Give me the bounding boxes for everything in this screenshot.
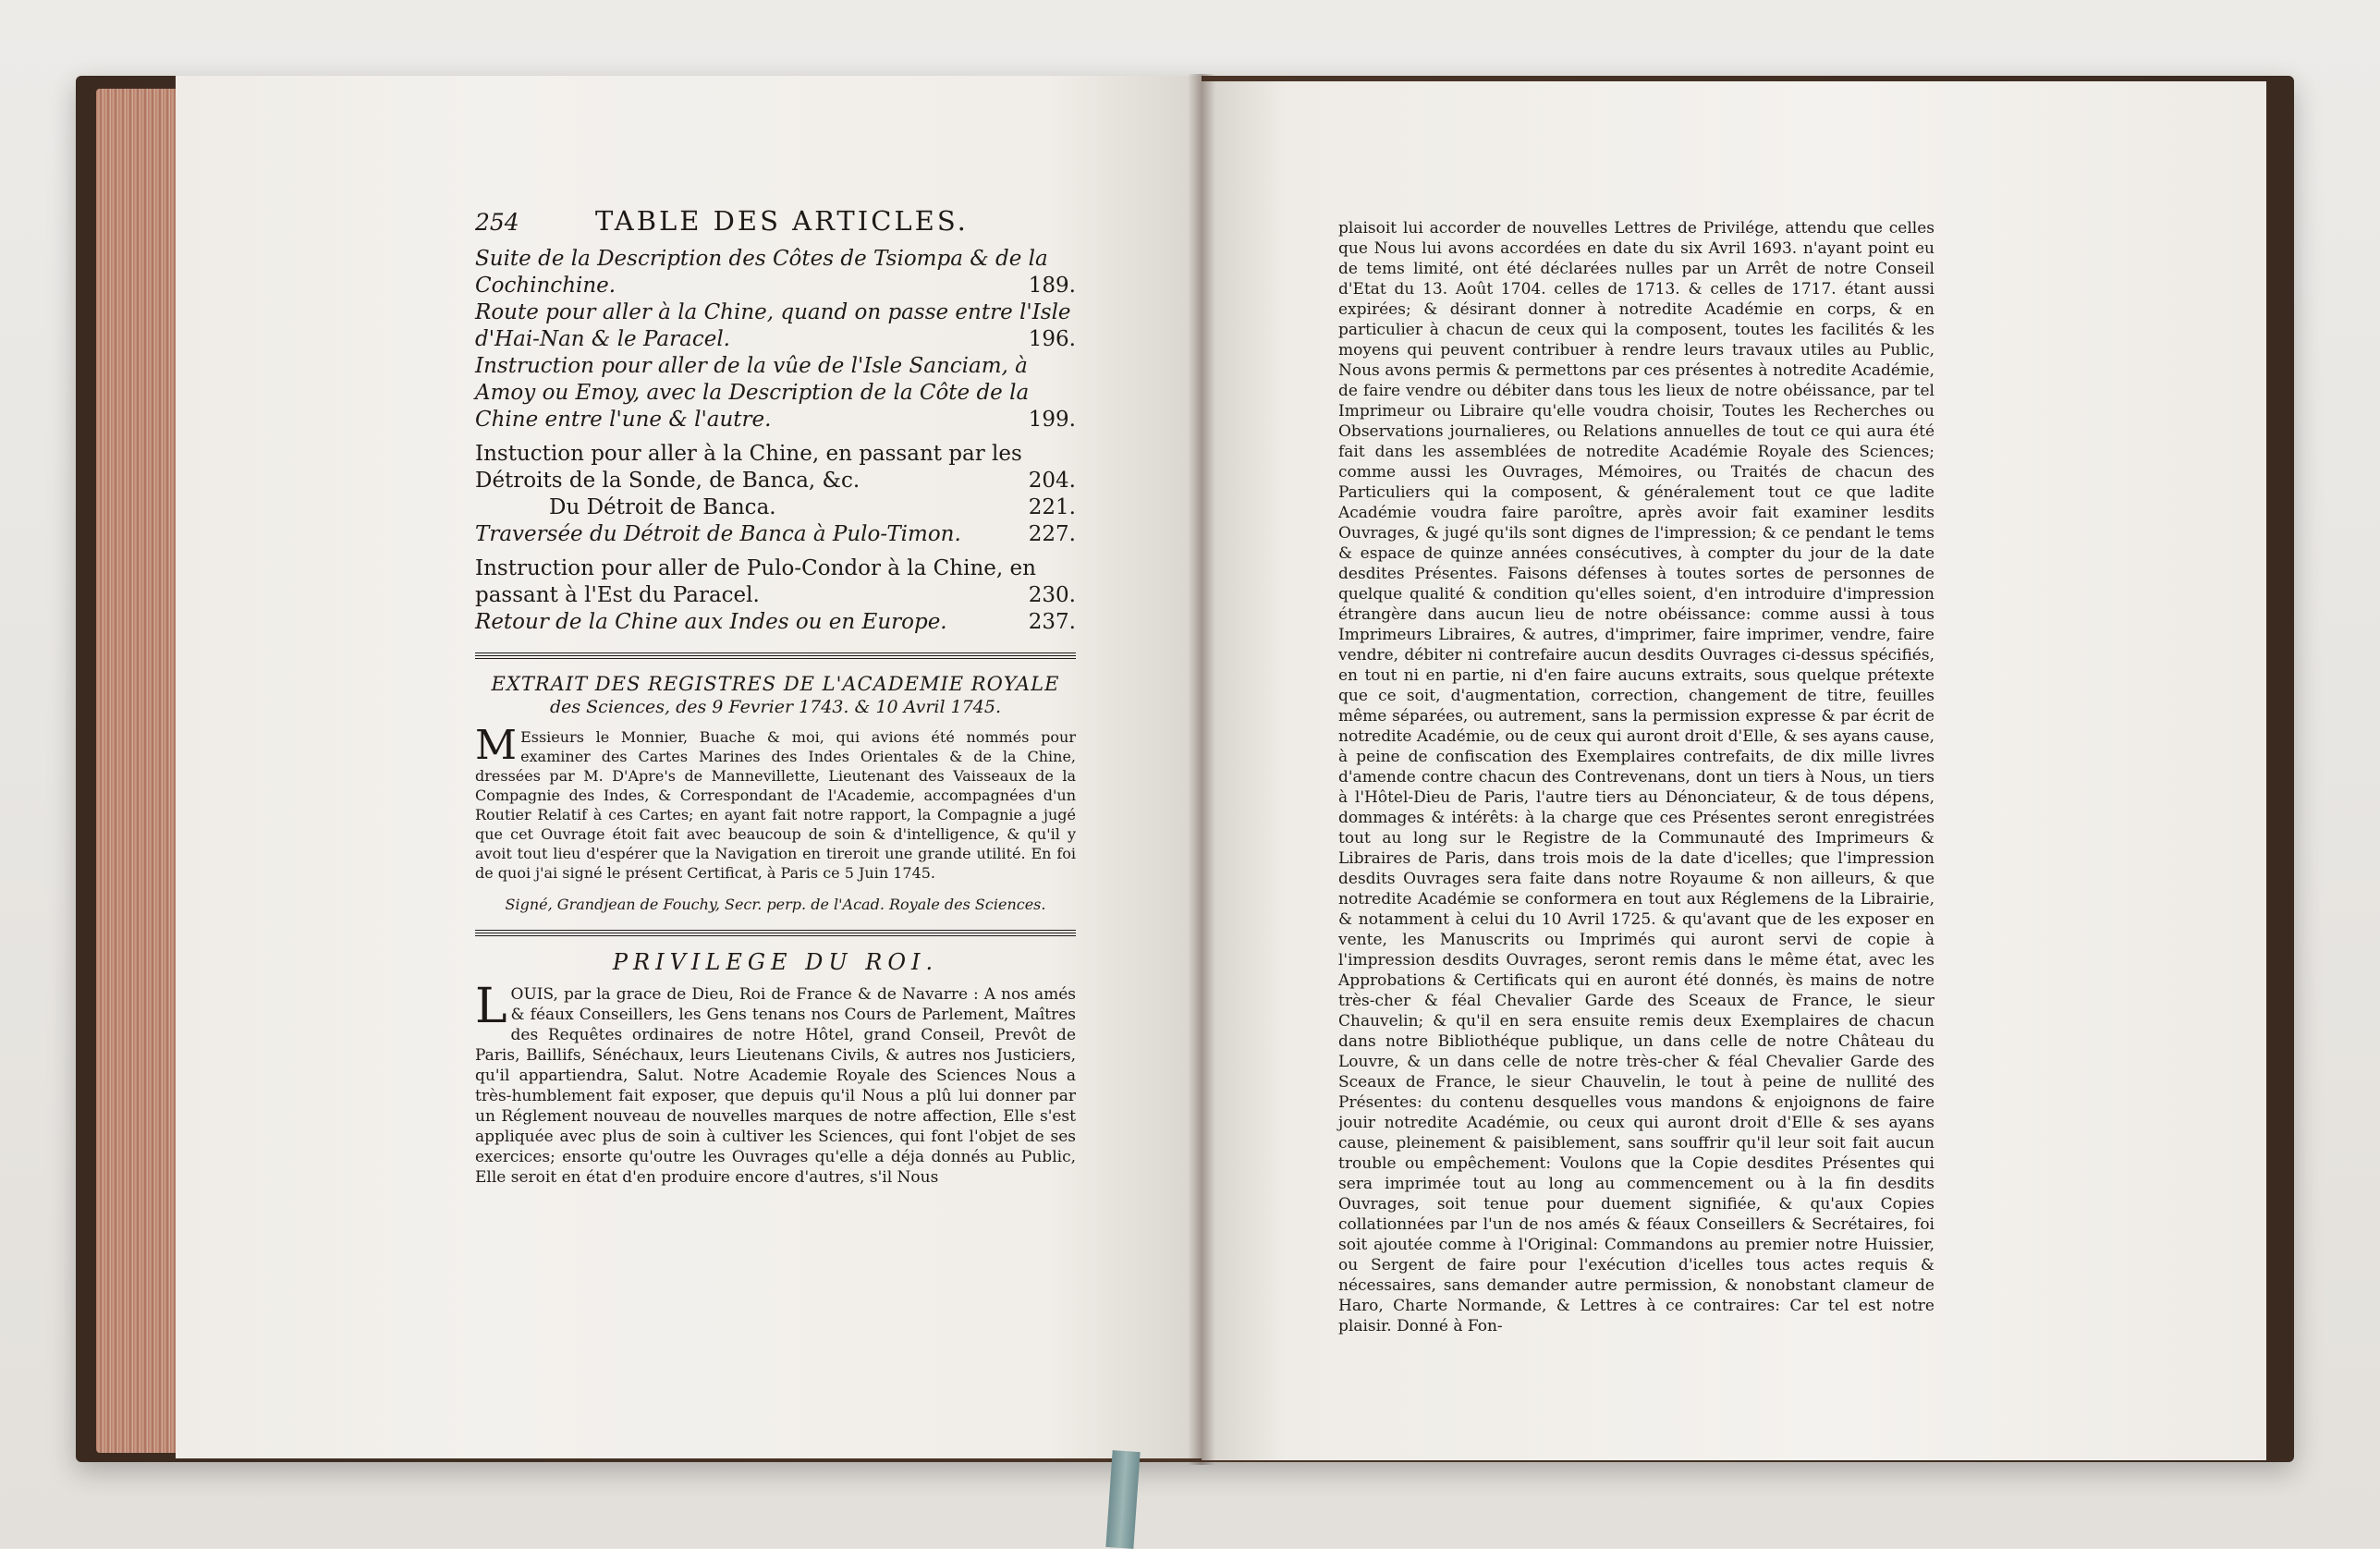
privilege-body: L OUIS, par la grace de Dieu, Roi de France & de Navarre : A nos amés & féaux Conseillers, les Gens tenans nos Cours de Parlement, Maîtres des Requêtes ordinaires de notre Hôtel, grand Conseil, Prevôt de Paris, Baillifs, Sénéchaux, leurs Lieutenans Civils, & autres nos Justiciers, qu'il appartiendra, Salut. Notre Academie Royale des Sciences Nous a très-humblement fait exposer, que depuis qu'il Nous a plû lui donner par un Réglement nouveau de nouvelles marques de notre affection, Elle s'est appliquée avec plus de soin à cultiver les Sciences, qui font l'objet de ses exercices; ensorte qu'outre les Ouvrages qu'elle a déja donnés au Public, Elle seroit en état d'en produire encore d'autres, s'il Nous (475, 979, 1076, 1187)
section-rule (475, 653, 1076, 659)
book-gutter (1188, 74, 1215, 1465)
table-of-articles (475, 246, 1076, 636)
page-header (475, 205, 1076, 246)
running-title: TABLE DES ARTICLES. (595, 205, 969, 237)
privilege-continuation: plaisoit lui accorder de nouvelles Lettres de Privilége, attendu que celles que Nous lui avons accordées en date du six Avril 1693. n'ayant point eu de tems limité, ont été déclarées nulles par un Arrêt de notre Conseil d'Etat du 13. Août 1704. celles de 1713. & celles de 1717. étant aussi expirées; & désirant donner à notredite Académie en corps, & en particulier à chacun de ceux qui la composent, toutes les facilités & les moyens qui peuvent contribuer à rendre leurs travaux utiles au Public, Nous avons permis & permettons par ces présentes à notredite Académie, de faire vendre ou débiter dans tous les lieux de notre obéissance, par tel Imprimeur ou Libraire qu'elle voudra choisir, Toutes les Recherches ou Observations journalieres, ou Relations annuelles de tout ce qui aura été fait dans les assemblées de notredite Académie Royale des Sciences; comme aussi les Ouvrages, Mémoires, ou Traités de chacun des Particuliers qui la composent, & généralement tout ce que ladite Académie voudra faire paroître, après avoir fait examiner lesdits Ouvrages, & jugé qu'ils sont dignes de l'impression; & ce pendant le tems & espace de quinze années consécutives, à compter du jour de la date desdites Présentes. Faisons défenses à toutes sortes de personnes de quelque qualité & condition qu'elles soient, d'en introduire d'impression étrangère dans aucun lieu de notre obéissance: comme aussi à tous Imprimeurs Libraires, & autres, d'imprimer, faire imprimer, vendre, faire vendre, débiter ni contrefaire aucun desdits Ouvrages ci-dessus spécifiés, en tout ni en partie, ni d'en faire aucuns extraits, sous quelque prétexte que ce soit, d'augmentation, correction, changement de titre, feuilles même séparées, ou autrement, sans la permission expresse & par écrit de notredite Académie, ou de ceux qui auront droit d'Elle, & ses ayans cause, à peine de confiscation des Exemplaires contrefaits, de dix mille livres d'amende contre chacun des Contrevenans, dont un tiers à Nous, un tiers à l'Hôtel-Dieu de Paris, l'autre tiers au Dénonciateur, & de tous dépens, dommages & intérêts: à la charge que ces Présentes seront enregistrées tout au long sur le Registre de la Communauté des Imprimeurs & Libraires de Paris, dans trois mois de la date d'icelles; que l'impression desdits Ouvrages sera faite dans notre Royaume & non ailleurs, & que notredite Académie se conformera en tout aux Réglemens de la Librairie, & notamment à celui du 10 Avril 1725. & qu'avant que de les exposer en vente, les Manuscrits ou Imprimés qui auront servi de copie à l'impression desdits Ouvrages, seront remis dans le même état, avec les Approbations & Certificats qui en auront été donnés, ès mains de notre très-cher & féal Chevalier Garde des Sceaux de France, le sieur Chauvelin; & qu'il en sera ensuite remis deux Exemplaires de chacun dans notre Bibliothéque publique, un dans celle de notre Château du Louvre, & un dans celle de notre très-cher & féal Chevalier Garde des Sceaux de France, le sieur Chauvelin, le tout à peine de nullité des Présentes: du contenu desquelles vous mandons & enjoignons de faire jouir notredite Académie, ou ceux qui auront droit d'Elle & ses ayans cause, pleinement & paisiblement, sans souffrir qu'il leur soit fait aucun trouble ou empêchement: Voulons que la Copie desdites Présentes qui sera imprimée tout au long au commencement ou à la fin desdits Ouvrages, soit tenue pour duement signifiée, & qu'aux Copies collationnées par l'un de nos amés & féaux Conseillers & Secrétaires, foi soit ajoutée comme à l'Original: Commandons au premier notre Huissier, ou Sergent de faire pour l'exécution d'icelles tous actes requis & nécessaires, sans demander autre permission, & nonobstant clameur de Haro, Charte Normande, & Lettres à ce contraires: Car tel est notre plaisir. Donné à Fon- (1338, 219, 1935, 1336)
extrait-subtitle: des Sciences, des 9 Fevrier 1743. & 10 Avril 1745. (549, 697, 1002, 717)
page-number: 254 (475, 209, 519, 236)
toc-entry: Instruction pour aller de Pulo-Condor à la Chine, en passant à l'Est du Paracel. 230. (475, 556, 1076, 607)
toc-entry: Retour de la Chine aux Indes ou en Europe. 237. (475, 610, 1076, 634)
extrait-body: M Essieurs le Monnier, Buache & moi, qui avions été nommés pour examiner des Cartes Marines des Indes Orientales & de la Chine, dressées par M. D'Apre's de Mannevillette, Lieutenant des Vaisseaux de la Compagnie des Indes, & Correspondant de l'Academie, accompagnées d'un Routier Relatif à ces Cartes; en ayant fait notre rapport, la Compagnie a jugé que cet Ouvrage étoit fait avec beaucoup de soin & d'intelligence, & qu'il y avoit tout lieu d'espérer que la Navigation en tireroit une grande utilité. En foi de quoi j'ai signé le présent Certificat, à Paris ce 5 Juin 1745. (475, 722, 1076, 882)
toc-entry: Instruction pour aller de la vûe de l'Isle Sanciam, à Amoy ou Emoy, avec la Description de la Côte de la Chine entre l'une & l'autre. 199. (475, 354, 1076, 432)
toc-entry: Route pour aller à la Chine, quand on passe entre l'Isle d'Hai-Nan & le Paracel. 196. (475, 300, 1076, 351)
toc-entry: Suite de la Description des Côtes de Tsiompa & de la Cochinchine. 189. (475, 247, 1076, 298)
toc-entry: Traversée du Détroit de Banca à Pulo-Timon. 227. (475, 522, 1076, 546)
left-page-text (475, 205, 1076, 1188)
toc-entry: Du Détroit de Banca. 221. (549, 495, 1076, 519)
privilege-title: PRIVILEGE DU ROI. (612, 949, 939, 975)
toc-entry: Instuction pour aller à la Chine, en passant par les Détroits de la Sonde, de Banca, &c. 204. (475, 442, 1076, 493)
signature-line: Signé, Grandjean de Fouchy, Secr. perp. de l'Acad. Royale des Sciences. (505, 896, 1046, 913)
section-rule (475, 930, 1076, 936)
extrait-title: EXTRAIT DES REGISTRES DE L'ACADEMIE ROYALE (491, 673, 1060, 695)
drop-cap: L (475, 979, 507, 1034)
right-page-text (1338, 218, 1935, 1336)
drop-cap: M (475, 722, 518, 769)
page-edges (96, 89, 179, 1453)
